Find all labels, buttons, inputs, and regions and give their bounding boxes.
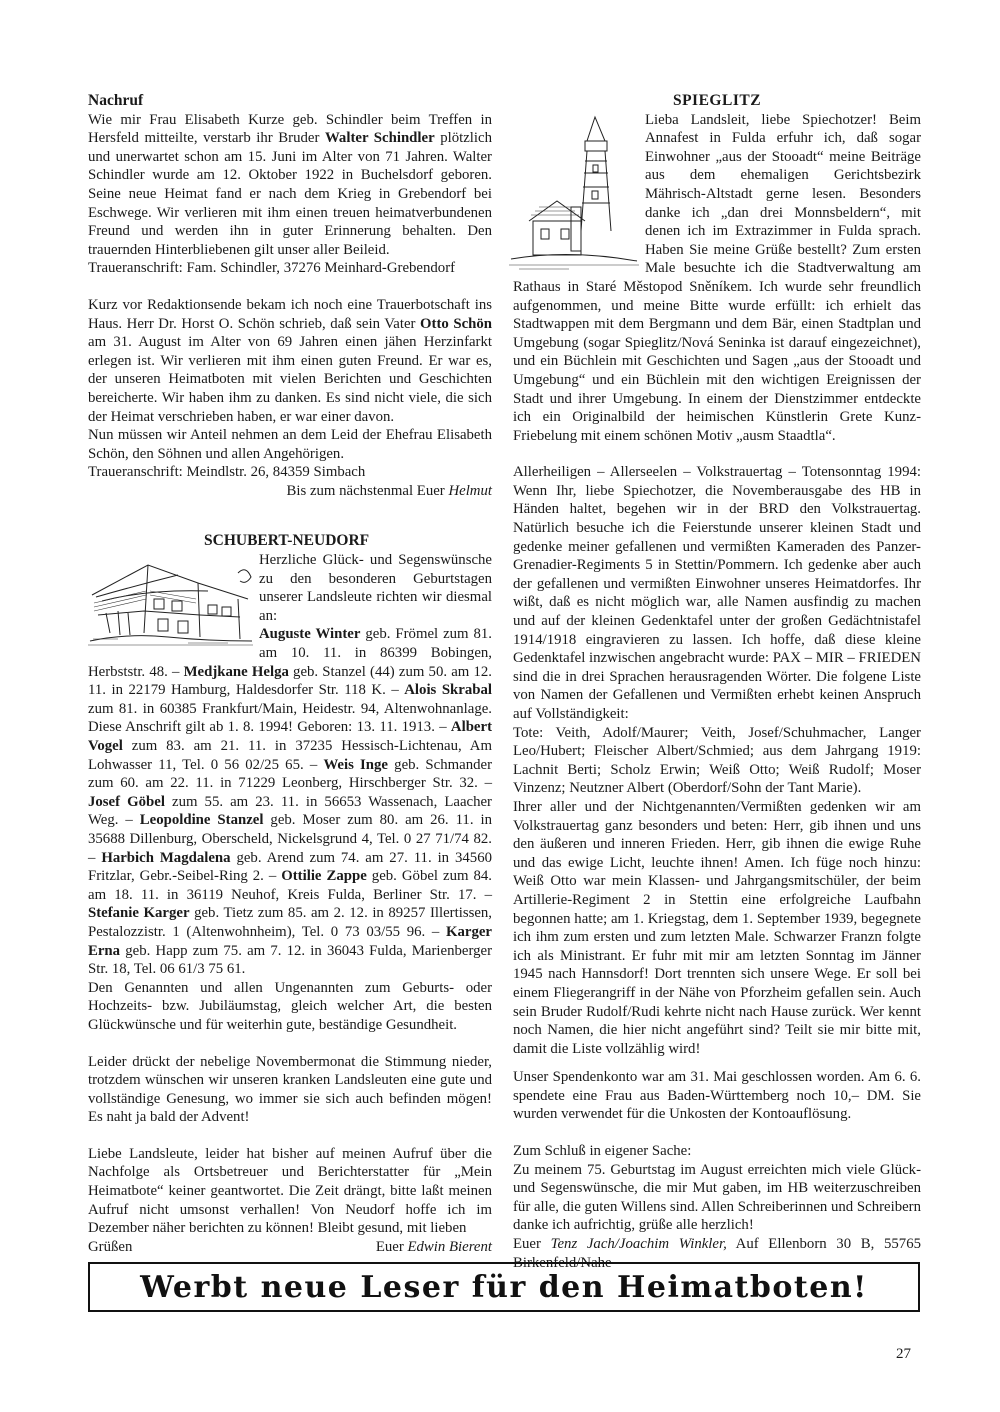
- house-illustration: [88, 555, 253, 650]
- wishes-paragraph: Den Genannten und allen Ungenannten zum Geburts- oder Hochzeits- bzw. Jubiläumstag, gleich welcher Art, die besten Glückwünsche und für weiterhin gute, beständige Gesundheit.: [88, 979, 492, 1033]
- schubert-title: SCHUBERT-NEUDORF: [204, 532, 370, 550]
- nachruf-paragraph-2: Kurz vor Redaktionsende bekam ich noch eine Trauerbotschaft ins Haus. Herr Dr. Horst O. Schön schrieb, daß sein Vater Otto Schön am 31. August im Alter von 69 Jahren einen jähen Herzinfarkt erlegen ist. Wir verlieren mit ihm einen guten Freund. Er war es, der unseren Heimatboten mit vielen Berichten und Geschichten bereicherte. Wir haben ihm zu danken. Es sind nicht viele, die sich der Heimat verschrieben haben, er war einer davon.: [88, 296, 492, 425]
- banner-text: Werbt neue Leser für den Heimatboten!: [140, 1269, 868, 1305]
- schubert-signoff: Grüßen Euer Edwin Bierent: [88, 1238, 492, 1255]
- nachruf-address-1: Traueranschrift: Fam. Schindler, 37276 Meinhard-Grebendorf: [88, 260, 456, 277]
- nachruf-paragraph-3: Nun müssen wir Anteil nehmen an dem Leid der Ehefrau Elisabeth Schön, den Söhnen und allen Angehörigen.: [88, 427, 492, 462]
- call-paragraph: Liebe Landsleute, leider hat bisher auf meinen Aufruf über die Nachfolge als Ortsbetreuer und Berichterstatter für „Mein Heimatbote“ keiner geantwortet. Die Zeit drängt, bitte laßt meinen Aufruf nicht umsonst verhallen! Von Neudorf hoffe ich im Dezember näher berichten zu können! Bleibt gesund, mit lieben: [88, 1145, 492, 1237]
- page-number: 27: [896, 1346, 911, 1362]
- sick-wishes-paragraph: Leider drückt der nebelige Novembermonat die Stimmung nieder, trotzdem wünschen wir unseren kranken Landsleuten eine gute und vollständige Genesung, wo immer sie sich auch befinden mögen! Es naht ja bald der Advent!: [88, 1053, 492, 1126]
- spieglitz-paragraph-1: Lieba Landsleit, liebe Spiechotzer! Beim Annafest in Fulda erfuhr ich, daß sogar Einwohner „aus der Stooadt“ meine Beiträge aus dem ehemaligen Gerichtsbezirk Mährisch-Altstadt gerne lesen. Besonders danke ich „dan drei Monnsbeldern“, mit denen ich im Extrazimmer in Fulda sprach. Haben Sie meine Grüße bestellt? Zum ersten Male besuchte ich die Stadtverwaltung am Rathaus in Staré Městopod Sněníkem. Ich wurde sehr freundlich aufgenommen, und meine Bitte wurde erfüllt: ich erhielt das Stadtwappen mit dem Bergmann und dem Bär, einen Stadtplan und Umgebung (sogar Spieglitz/Nová Seninka ist darauf eingezeichnet), und ein Büchlein mit Geschichten und Sagen „aus der Stooadt und Umgebung“ und ein Büchlein mit den wichtigen Ereignissen der Stadt und ihrer Umgebung. In einem der Dienstzimmer entdeckte ich ein Originalbild der heimischen Künstlerin Grete Kunz-Friebelung mit einem schönen Motiv „ausm Staadtla“.: [513, 111, 921, 444]
- nachruf-signoff: Bis zum nächstenmal Euer Helmut: [286, 482, 492, 499]
- spieglitz-paragraph-6: Zu meinem 75. Geburtstag im August erreichten mich viele Glück- und Segenswünsche, die mir Mut gaben, im HB weiterzuschreiben für alle, die guten Willens sind. Allen Schreiberinnen und Schreibern danke ich aufrichtig, grüße alle herzlich!: [513, 1161, 921, 1234]
- deceased-name: Walter Schindler: [324, 130, 435, 147]
- birthday-list: Auguste Winter geb. Frömel zum 81. am 10. 11. in 86399 Bobingen, Herbststr. 48. – Medjkane Helga geb. Stanzel (44) zum 50. am 12. 11. in 22179 Hamburg, Haldesdorfer Str. 118 K. – Alois Skrabal zum 81. in 60385 Frankfurt/Main, Heidestr. 94, Altenwohnanlage. Diese Anschrift gilt ab 1. 8. 1994! Geboren: 13. 11. 1913. – Albert Vogel zum 83. am 21. 11. in 37235 Hessisch-Lichtenau, Am Lohwasser 11, Tel. 0 56 02/25 65. – Weis Inge geb. Schmander zum 60. am 22. 11. in 71229 Leonberg, Hirschberger Str. 32. – Josef Göbel zum 55. am 23. 11. in 56653 Wassenach, Laacher Weg. – Leopoldine Stanzel geb. Moser zum 80. am 26. 11. in 35688 Dillenburg, Oberscheld, Nickelsgrund 4, Tel. 0 27 71/74 82. – Harbich Magdalena geb. Arend zum 74. am 27. 11. in 34560 Fritzlar, Gebr.-Seibel-Ring 2. – Ottilie Zappe geb. Göbel zum 84. am 18. 11. in 36119 Neuhof, Kreis Fulda, Berliner Str. 17. – Stefanie Karger geb. Tietz zum 85. am 2. 12. in 89257 Illertissen, Pestalozzistr. 1 (Altenwohnheim), Tel. 0 73 03/55 96. – Karger Erna geb. Happ zum 75. am 7. 12. in 36043 Fulda, Marienberger Str. 18, Tel. 06 61/3 75 61.: [88, 626, 492, 978]
- schubert-intro: Herzliche Glück- und Segenswünsche zu den besonderen Geburtstagen unserer Landsleute richten wir diesmal an:: [259, 552, 492, 624]
- spieglitz-closing-title: Zum Schluß in eigener Sache:: [513, 1143, 692, 1160]
- spieglitz-paragraph-2: Allerheiligen – Allerseelen – Volkstrauertag – Totensonntag 1994: Wenn Ihr, liebe Spiechotzer, die Novemberausgabe des HB in Händen haltet, begehen wir in der BRD den Volkstrauertag. Natürlich besuche ich die Feierstunde unserer kleinen Stadt und gedenke meiner gefallenen und vermißten Kameraden des Panzer-Grenadier-Regiments 5 in Stettin/Pommern. Ich gedenke aber auch der gefallenen und vermißten Einwohner unseres Heimatdorfes. Ihr wißt, daß es nicht möglich war, alle Namen ausfindig zu machen und auf der kleinen Gedenktafel unter der großen Gedächtnistafel 1914/1918 eingravieren zu lassen. Ich hoffe, daß diese kleine Gedenktafel inzwischen angebracht wurde: PAX – MIR – FRIEDEN sind die in drei Sprachen herausragenden Wörter. Die folgene Liste von Namen der Gefallenen und Vermißten erhebt keinen Anspruch auf Vollständigkeit:: [513, 464, 921, 722]
- nachruf-title: Nachruf: [88, 92, 144, 109]
- tower-illustration: [509, 111, 639, 273]
- nachruf-address-2: Traueranschrift: Meindlstr. 26, 84359 Simbach: [88, 464, 366, 481]
- spieglitz-paragraph-3: Tote: Veith, Adolf/Maurer; Veith, Josef/Schuhmacher, Langer Leo/Hubert; Fleischer Albert/Schmied; aus dem Jahrgang 1919: Lachnit Berti; Scholz Erwin; Weiß Otto; Weiß Rudolf; Moser Vinzenz; Neutzner Albert (Oberdorf/Sohn der Tant Marie).: [513, 724, 921, 797]
- spieglitz-paragraph-5: Unser Spendenkonto war am 31. Mai geschlossen worden. Am 6. 6. spendete eine Frau aus Baden-Württemberg noch 10,– DM. Sie wurden verwendet für die Unkosten der Kontoauflösung.: [513, 1069, 921, 1123]
- deceased-name: Otto Schön: [420, 315, 492, 332]
- right-column: [513, 92, 921, 1272]
- spieglitz-signoff: Euer Tenz Jach/Joachim Winkler, Auf Ellenborn 30 B, 55765 Birkenfeld/Nahe: [513, 1236, 921, 1271]
- nachruf-paragraph-1: Wie mir Frau Elisabeth Kurze geb. Schindler beim Treffen in Hersfeld mitteilte, verstarb ihr Bruder Walter Schindler plötzlich und unerwartet schon am 15. Juni im Alter von 71 Jahren. Walter Schindler wurde am 12. Oktober 1922 in Buchelsdorf geboren. Seine neue Heimat fand er nach dem Krieg in Grebendorf bei Eschwege. Wir verlieren mit ihm einen treuen heimatverbundenen Freund und werden ihn in guter Erinnerung behalten. Den trauernden Hinterbliebenen gilt unser aller Beileid.: [88, 111, 492, 258]
- spieglitz-paragraph-4: Ihrer aller und der Nichtgenannten/Vermißten gedenken wir am Volkstrauertag ganz besonders und beten: Herr, gib ihnen und uns den äußeren und inneren Frieden. Herr, gib ihnen die ewige Ruhe und das ewige Licht, leuchte ihnen! Amen. Ich füge noch hinzu: Weiß Otto war mein Klassen- und Jahrgangsmitschüler, der beim Artillerie-Regiment 2 in Stettin eine erfolgreiche Laufbahn begonnen hatte; am 1. Kriegstag, dem 1. September 1939, begegnete ich ihm zum ersten und zum letzten Male. Schwarzer Franzn folgte ich als Ministrant. Er fuhr mit mir am letzten Sonntag im Jänner 1945 nach Hannsdorf! Dort trennten sich unsere Wege. Er soll bei einem Fliegerangriff in der Nähe von Pforzheim gefallen sein. Auch sein Bruder Rudolf/Rudi kehrte nicht nach Hause zurück. Wer kennt noch Namen, die hier nicht angeführt sind? Teilt sie mir bitte mit, damit die Liste vollzählig wird!: [513, 798, 921, 1057]
- subscription-banner: [88, 1262, 920, 1312]
- left-column: [88, 92, 492, 1256]
- spieglitz-title: SPIEGLITZ: [672, 92, 762, 109]
